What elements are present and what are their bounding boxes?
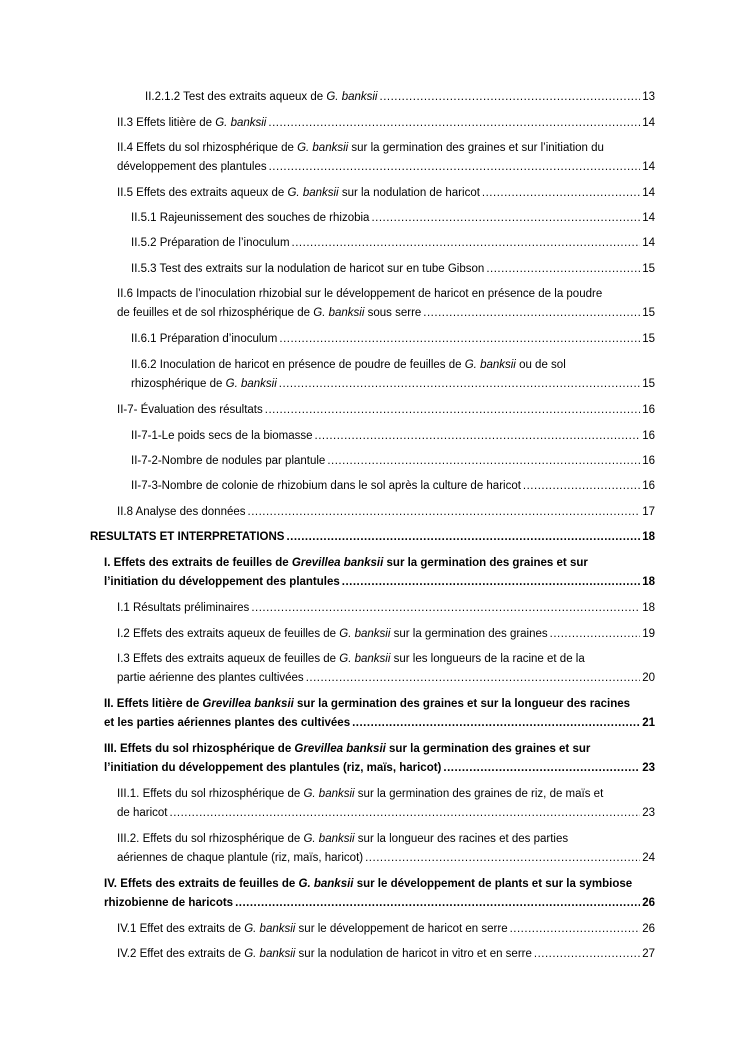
toc-entry[interactable] (104, 740, 655, 778)
toc-leader (342, 573, 640, 592)
toc-leader (534, 945, 640, 964)
toc-text: II.4 Effets du sol rhizosphérique de G. banksii sur la germination des graines et sur l’initiation du (117, 142, 604, 154)
toc-leader (269, 158, 641, 177)
toc-text: II.5 Effets des extraits aqueux de G. banksii sur la nodulation de haricot (117, 187, 480, 199)
toc-page-number: 14 (642, 212, 655, 224)
toc-text: l’initiation du développement des plantules (riz, maïs, haricot) (104, 762, 442, 774)
toc-text: rhizobienne de haricots (104, 897, 234, 909)
toc-leader (380, 88, 641, 107)
toc-page-number: 15 (642, 263, 655, 275)
toc-entry[interactable] (117, 785, 655, 823)
toc-leader (268, 114, 640, 133)
toc-leader (327, 452, 640, 471)
toc-leader (423, 304, 640, 323)
toc-page-number: 26 (642, 897, 655, 909)
toc-leader (235, 894, 640, 913)
toc-page-number: 14 (642, 187, 655, 199)
toc-text: I.3 Effets des extraits aqueux de feuilles de G. banksii sur les longueurs de la racine et de la (117, 653, 585, 665)
toc-entry[interactable] (104, 875, 655, 913)
toc-text: II.8 Analyse des données (117, 506, 246, 518)
toc-leader (248, 503, 641, 522)
toc-entry[interactable] (131, 356, 655, 394)
toc-entry[interactable] (131, 209, 655, 228)
toc-leader (371, 209, 640, 228)
toc-page-number: 16 (642, 430, 655, 442)
toc-entry[interactable] (117, 285, 655, 323)
toc-entry[interactable] (117, 599, 655, 618)
toc-text: partie aérienne des plantes cultivées (117, 672, 304, 684)
toc-text: IV.2 Effet des extraits de G. banksii sur la nodulation de haricot in vitro et en serre (117, 948, 532, 960)
toc-entry[interactable] (117, 114, 655, 133)
toc-text: aériennes de chaque plantule (riz, maïs, haricot) (117, 852, 364, 864)
toc-leader (286, 528, 640, 547)
toc-entry[interactable] (117, 830, 655, 868)
toc-page-number: 23 (642, 762, 655, 774)
toc-text: IV. Effets des extraits de feuilles de G. banksii sur le développement de plants et sur la symbiose (104, 878, 633, 890)
toc-entry[interactable] (131, 330, 655, 349)
toc-page-number: 18 (642, 602, 655, 614)
toc-entry[interactable] (131, 452, 655, 471)
toc-page-number: 17 (642, 506, 655, 518)
toc-leader (279, 375, 640, 394)
toc-leader (306, 669, 641, 688)
toc-text: II-7- Évaluation des résultats (117, 404, 263, 416)
toc-page-number: 18 (642, 576, 655, 588)
toc-leader (523, 477, 640, 496)
toc-text: II-7-2-Nombre de nodules par plantule (131, 455, 326, 467)
toc-entry[interactable] (117, 625, 655, 644)
toc-text: de feuilles et de sol rhizosphérique de G. banksii sous serre (117, 307, 422, 319)
toc-leader (443, 759, 640, 778)
toc-entry[interactable] (117, 945, 655, 964)
toc-leader (482, 184, 640, 203)
toc-page-number: 27 (642, 948, 655, 960)
toc-entry[interactable] (117, 184, 655, 203)
toc-leader (265, 401, 640, 420)
toc-text: II. Effets litière de Grevillea banksii sur la germination des graines et sur la longueur des racines (104, 698, 631, 710)
toc-entry[interactable] (117, 650, 655, 688)
toc-leader (352, 714, 640, 733)
toc-text: III. Effets du sol rhizosphérique de Grevillea banksii sur la germination des graines et sur (104, 743, 591, 755)
toc-text: et les parties aériennes plantes des cultivées (104, 717, 351, 729)
toc-page-number: 26 (642, 923, 655, 935)
toc-page-number: 21 (642, 717, 655, 729)
toc-page-number: 14 (642, 237, 655, 249)
toc-leader (170, 804, 641, 823)
toc-text: II.6.1 Préparation d’inoculum (131, 333, 278, 345)
toc-entry[interactable] (131, 477, 655, 496)
toc-leader (279, 330, 640, 349)
toc-entry[interactable] (117, 920, 655, 939)
toc-page-number: 20 (642, 672, 655, 684)
toc-text: I. Effets des extraits de feuilles de Grevillea banksii sur la germination des graines et sur (104, 557, 588, 569)
toc-leader (486, 260, 640, 279)
toc-page-number: 14 (642, 117, 655, 129)
toc-text: IV.1 Effet des extraits de G. banksii sur le développement de haricot en serre (117, 923, 508, 935)
toc-entry[interactable] (104, 695, 655, 733)
toc-text: II.2.1.2 Test des extraits aqueux de G. banksii (145, 91, 378, 103)
toc-text: de haricot (117, 807, 168, 819)
toc-page-number: 16 (642, 455, 655, 467)
toc-entry[interactable] (117, 139, 655, 177)
toc-leader (510, 920, 641, 939)
toc-entry[interactable] (117, 401, 655, 420)
toc-text: II.5.2 Préparation de l’inoculum (131, 237, 290, 249)
toc-text: I.2 Effets des extraits aqueux de feuilles de G. banksii sur la germination des graines (117, 628, 548, 640)
toc-text: II.3 Effets litière de G. banksii (117, 117, 267, 129)
toc-text: RESULTATS ET INTERPRETATIONS (90, 531, 285, 543)
toc-leader (251, 599, 640, 618)
toc-entry[interactable] (131, 260, 655, 279)
toc-page-number: 18 (642, 531, 655, 543)
toc-text: II-7-1-Le poids secs de la biomasse (131, 430, 313, 442)
toc-leader (315, 427, 641, 446)
toc-leader (365, 849, 640, 868)
toc-page-number: 15 (642, 307, 655, 319)
toc-text: III.2. Effets du sol rhizosphérique de G. banksii sur la longueur des racines et des parties (117, 833, 569, 845)
toc-text: rhizosphérique de G. banksii (131, 378, 277, 390)
toc-entry[interactable] (90, 528, 655, 547)
toc-text: II.5.1 Rajeunissement des souches de rhizobia (131, 212, 370, 224)
toc-page-number: 14 (642, 161, 655, 173)
toc-text: II.6.2 Inoculation de haricot en présence de poudre de feuilles de G. banksii ou de sol (131, 359, 566, 371)
toc-text: II.6 Impacts de l’inoculation rhizobial sur le développement de haricot en présence de la poudre (117, 288, 603, 300)
toc-entry[interactable] (131, 234, 655, 253)
toc-entry[interactable] (145, 88, 655, 107)
toc-text: III.1. Effets du sol rhizosphérique de G. banksii sur la germination des graines de riz, de maïs et (117, 788, 604, 800)
toc-page-number: 19 (642, 628, 655, 640)
toc-text: II.5.3 Test des extraits sur la nodulation de haricot sur en tube Gibson (131, 263, 485, 275)
toc-entry[interactable] (131, 427, 655, 446)
toc-page-number: 24 (642, 852, 655, 864)
toc-page-number: 23 (642, 807, 655, 819)
toc-text: I.1 Résultats préliminaires (117, 602, 250, 614)
toc-leader (550, 625, 641, 644)
toc-text: II-7-3-Nombre de colonie de rhizobium dans le sol après la culture de haricot (131, 480, 521, 492)
toc-text: l’initiation du développement des plantules (104, 576, 340, 588)
toc-page-number: 13 (642, 91, 655, 103)
toc-leader (292, 234, 641, 253)
toc-page-number: 16 (642, 404, 655, 416)
toc-page-number: 15 (642, 378, 655, 390)
toc-entry[interactable] (104, 554, 655, 592)
toc-page-number: 15 (642, 333, 655, 345)
toc-text: développement des plantules (117, 161, 267, 173)
toc-entry[interactable] (117, 503, 655, 522)
toc-page-number: 16 (642, 480, 655, 492)
